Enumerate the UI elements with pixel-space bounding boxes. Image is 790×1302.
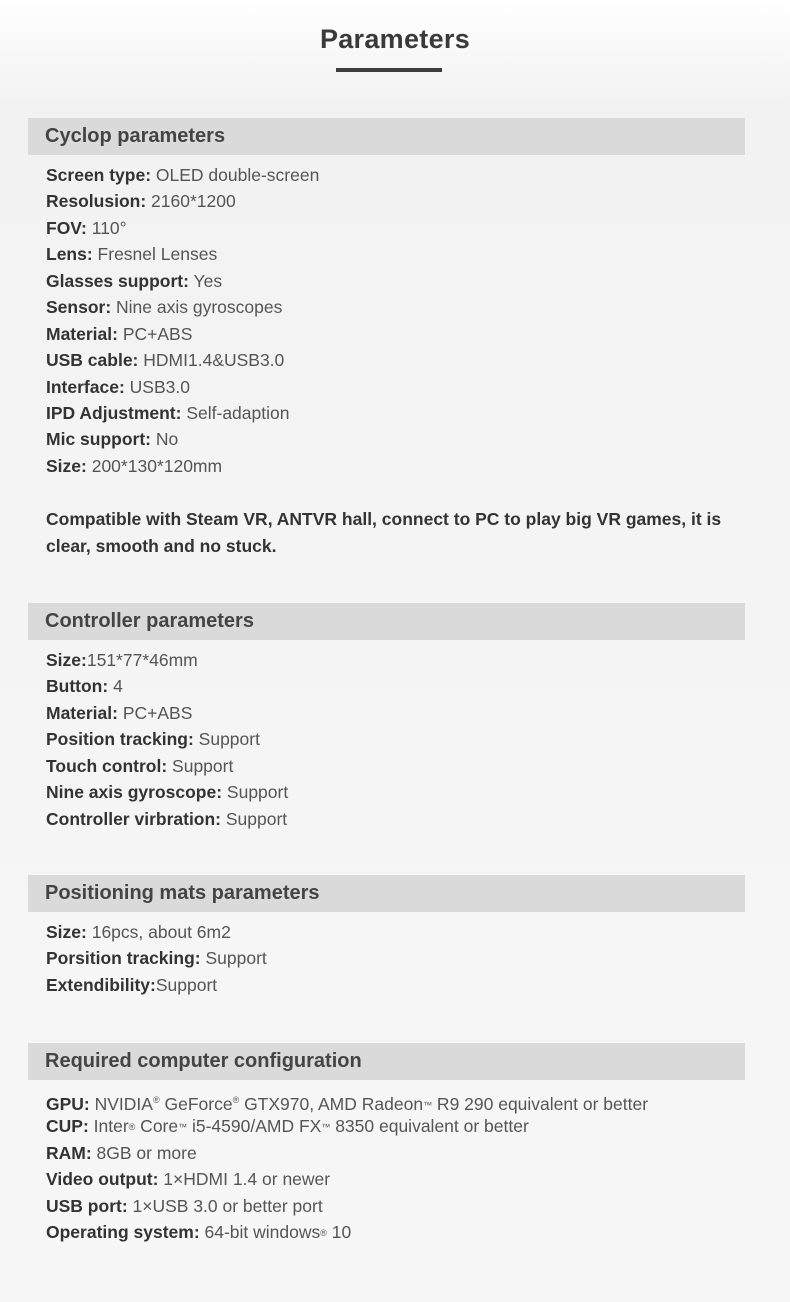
param-label: IPD Adjustment: [46, 402, 182, 423]
param-label: Size: [46, 922, 87, 942]
list-item [46, 700, 288, 726]
param-value: Support [193, 729, 260, 750]
param-value: Yes [188, 270, 223, 291]
list-item [46, 1087, 648, 1113]
param-value-part: R9 290 equivalent or better [432, 1094, 649, 1114]
list-item [46, 374, 319, 400]
list-item [46, 779, 288, 805]
list-item [46, 453, 319, 479]
computer-config-list [46, 1087, 648, 1246]
param-label: Material: [46, 702, 118, 723]
list-item [46, 919, 267, 945]
param-value: No [151, 429, 179, 450]
list-item [46, 400, 319, 426]
param-value: 16pcs, about 6m2 [86, 922, 231, 942]
param-value-part: GeForce [159, 1094, 233, 1114]
param-value: 151*77*46mm [86, 650, 198, 670]
param-label: Resolusion: [46, 191, 147, 212]
param-value-part: Inter [88, 1116, 129, 1137]
list-item [46, 726, 288, 752]
param-value: Self-adaption [181, 402, 290, 423]
param-value: USB3.0 [124, 376, 190, 397]
controller-parameter-list [46, 647, 288, 832]
list-item [46, 294, 319, 320]
compatibility-note: Compatible with Steam VR, ANTVR hall, connect to PC to play big VR games, it is clear, smooth and no stuck. [46, 509, 722, 556]
list-item [46, 162, 319, 188]
param-label: Position tracking: [46, 729, 194, 750]
param-label: Screen type: [46, 165, 152, 185]
section-heading: Required computer configuration [45, 1050, 362, 1072]
param-label: GPU: [46, 1094, 90, 1114]
param-value: HDMI1.4&USB3.0 [138, 350, 285, 371]
param-label: CUP: [46, 1116, 89, 1137]
cyclop-parameter-list [46, 162, 319, 479]
list-item [46, 1193, 648, 1219]
param-label: Touch control: [46, 755, 168, 776]
section-heading: Controller parameters [45, 610, 254, 632]
param-value: 1×HDMI 1.4 or newer [158, 1169, 331, 1190]
list-item [46, 945, 267, 971]
param-value: 110° [86, 217, 127, 238]
param-value: Support [222, 782, 289, 803]
section-heading: Cyclop parameters [45, 125, 226, 147]
param-value-part: GTX970, AMD Radeon [239, 1094, 424, 1114]
param-value: 1×USB 3.0 or better port [127, 1195, 323, 1216]
list-item [46, 321, 319, 347]
param-label: USB cable: [46, 350, 139, 371]
param-value: Support [167, 755, 234, 776]
param-label: Size: [46, 455, 87, 476]
param-value-part: 8350 equivalent or better [330, 1116, 529, 1137]
param-label: Mic support: [46, 429, 151, 450]
list-item [46, 972, 267, 998]
list-item [46, 1166, 648, 1192]
param-label: Size: [46, 650, 87, 670]
list-item [46, 188, 319, 214]
section-header-controller [28, 603, 745, 640]
param-value-part: Core [135, 1116, 179, 1137]
param-value: OLED double-screen [151, 165, 320, 185]
list-item [46, 806, 288, 832]
title-underline [336, 68, 442, 72]
param-label: Controller virbration: [46, 808, 222, 829]
list-item [46, 1219, 648, 1245]
param-label: Video output: [46, 1169, 159, 1190]
section-header-computer-config [28, 1043, 745, 1080]
param-label: USB port: [46, 1195, 128, 1216]
trademark-mark: ™ [321, 1122, 331, 1133]
param-value: Nine axis gyroscopes [111, 297, 283, 318]
list-item [46, 241, 319, 267]
registered-mark: ® [232, 1095, 240, 1105]
list-item [46, 215, 319, 241]
list-item [46, 347, 319, 373]
list-item [46, 1140, 648, 1166]
list-item [46, 647, 288, 673]
param-value: PC+ABS [117, 702, 193, 723]
param-label: Porsition tracking: [46, 948, 201, 969]
page-title: Parameters [319, 24, 471, 54]
registered-mark: ® [128, 1122, 136, 1133]
param-value-part: 64-bit windows [199, 1222, 321, 1243]
param-value: Support [221, 808, 288, 829]
param-value: 2160*1200 [146, 191, 236, 212]
param-label: Button: [46, 676, 109, 697]
param-label: Operating system: [46, 1222, 200, 1243]
param-label: Nine axis gyroscope: [46, 782, 223, 803]
param-label: Sensor: [46, 297, 112, 318]
param-value: 8GB or more [91, 1142, 197, 1163]
param-label: Glasses support: [46, 270, 189, 291]
param-label: Material: [46, 323, 118, 344]
param-label: Lens: [46, 244, 93, 265]
registered-mark: ® [320, 1228, 327, 1239]
param-label: Interface: [46, 376, 125, 397]
param-value-part: i5-4590/AMD FX [187, 1116, 322, 1137]
list-item [46, 673, 288, 699]
param-value: Support [155, 974, 218, 995]
section-heading: Positioning mats parameters [45, 882, 320, 904]
param-value-part: NVIDIA [89, 1094, 153, 1114]
trademark-mark: ™ [178, 1122, 188, 1133]
param-label: Extendibility: [46, 974, 156, 995]
section-header-positioning-mats [28, 875, 745, 912]
param-label: RAM: [46, 1142, 92, 1163]
param-value-part: 10 [326, 1222, 352, 1243]
list-item [46, 426, 319, 452]
param-label: FOV: [46, 217, 87, 238]
list-item [46, 268, 319, 294]
param-value: PC+ABS [117, 323, 193, 344]
list-item [46, 1113, 648, 1139]
positioning-mats-parameter-list [46, 919, 267, 998]
registered-mark: ® [152, 1095, 160, 1105]
trademark-mark: ™ [423, 1100, 433, 1110]
section-header-cyclop [28, 118, 745, 155]
param-value: 4 [108, 676, 123, 697]
param-value: Fresnel Lenses [92, 244, 218, 265]
list-item [46, 753, 288, 779]
param-value: 200*130*120mm [86, 455, 223, 476]
param-value: Support [200, 948, 267, 969]
